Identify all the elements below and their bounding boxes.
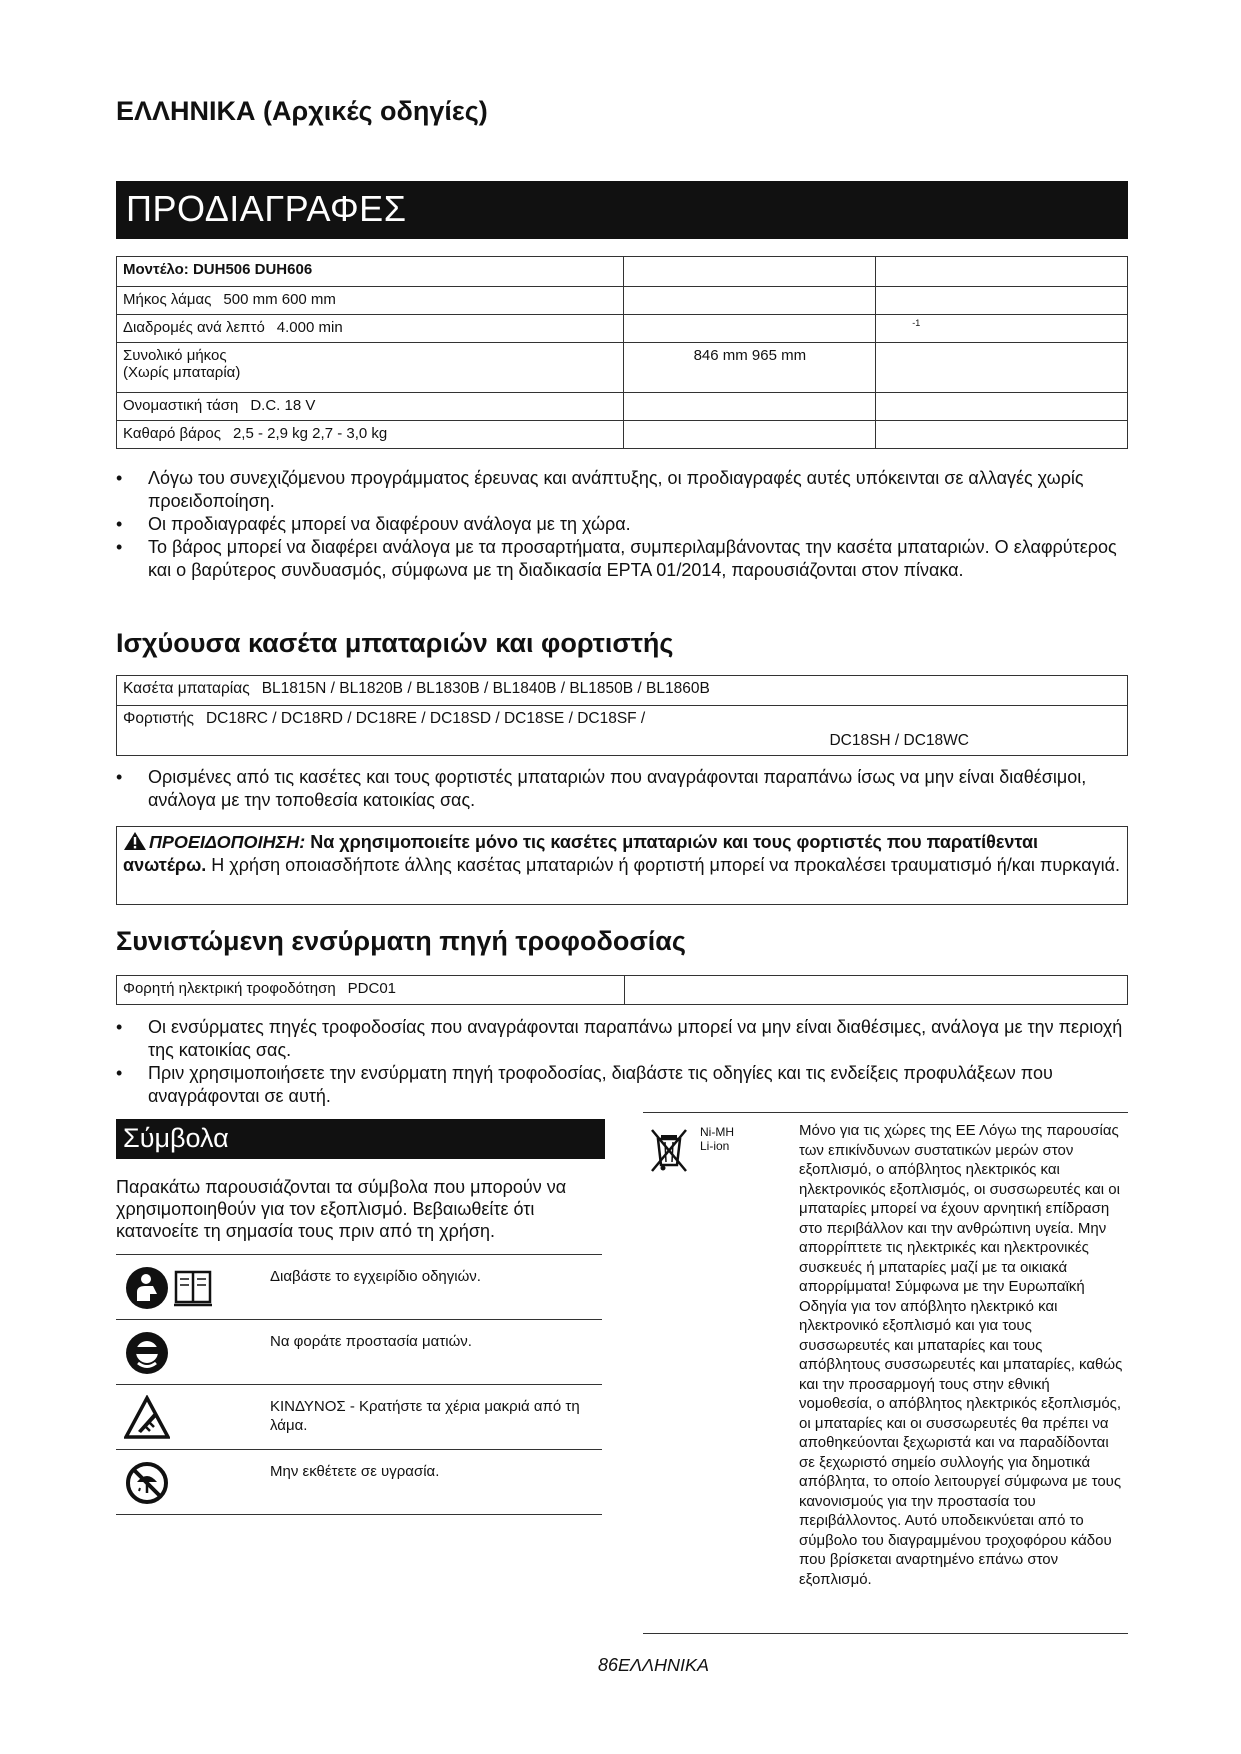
table-row bbox=[117, 976, 1128, 1005]
table-row bbox=[117, 315, 1128, 343]
empty-cell bbox=[876, 421, 1128, 449]
charger-label: Φορτιστής bbox=[123, 710, 194, 727]
weee-disposal-block bbox=[643, 1112, 1128, 1634]
page-footer: 86ΕΛΛΗΝΙΚΑ bbox=[597, 1655, 710, 1675]
overall-length-sublabel: (Χωρίς μπαταρία) bbox=[123, 364, 241, 381]
voltage-value: D.C. 18 V bbox=[250, 397, 316, 414]
eye-protection-icon bbox=[124, 1330, 170, 1376]
blade-length-label: Μήκος λάμας bbox=[123, 291, 212, 308]
list-item: • Πριν χρησιμοποιήσετε την ενσύρματη πηγή τροφοδοσίας, διαβάστε τις οδηγίες και τις ενδείξεις προφυλάξεων που αναγράφονται σε αυτή. bbox=[116, 1062, 1128, 1108]
specifications-banner: ΠΡΟΔΙΑΓΡΑΦΕΣ bbox=[116, 181, 1128, 239]
blade-length-cell bbox=[117, 287, 624, 315]
power-source-cell bbox=[117, 976, 625, 1005]
model-cell: Μοντέλο: DUH506 DUH606 bbox=[117, 257, 624, 287]
weight-cell bbox=[117, 421, 624, 449]
weee-disposal-text: Μόνο για τις χώρες της ΕΕ Λόγω της παρουσίας των επικίνδυνων συστατικών μερών στον εξοπλισμό, ο απόβλητος ηλεκτρικός και ηλεκτρονικός εξοπλισμός, οι συσσωρευτές και οι μπαταρίες μπορεί να έχουν αρνητική επίδραση στο περιβάλλον και την ανθρώπινη υγεία. Μην απορρίπτετε τις ηλεκτρικές και ηλεκτρονικές συσκευές ή μπαταρίες μαζί με τα οικιακά απορρίμματα! Σύμφωνα με την Ευρωπαϊκή Οδηγία για τον απόβλητο ηλεκτρικό και ηλεκτρονικό εξοπλισμό και για τους συσσωρευτές και μπαταρίες και τους απόβλητους συσσωρευτές και μπαταρίες, καθώς και την προσαρμογή τους στην εθνική νομοθεσία, ο απόβλητος ηλεκτρικός εξοπλισμός, οι μπαταρίες και οι συσσωρευτές θα πρέπει να αποθηκεύονται ξεχωριστά και να παραδίδονται σε ξεχωριστό σημείο συλλογής για δημοτικά απόβλητα, το οποίο λειτουργεί σύμφωνα με τους κανονισμούς για την προστασία του περιβάλλοντος. Αυτό υποδεικνύεται από το σύμβολο του διαγραμμένου τροχοφόρου κάδου που βρίσκεται αναρτημένο επάνω στον εξοπλισμό. bbox=[799, 1122, 1123, 1588]
list-item: • Το βάρος μπορεί να διαφέρει ανάλογα με τα προσαρτήματα, συμπεριλαμβάνοντας την κασέτα μπαταριών. Ο ελαφρύτερος και ο βαρύτερος συνδυασμός, σύμφωνα με τη διαδικασία EPTA 01/2014, παρουσιάζονται στον πίνακα. bbox=[116, 536, 1128, 582]
symbols-banner: Σύμβολα bbox=[116, 1119, 605, 1159]
warning-bold-text: Να χρησιμοποιείτε μόνο τις κασέτες μπαταριών και τους φορτιστές που παρατίθενται ανωτέρω. bbox=[123, 832, 1039, 875]
battery-cartridge-label: Κασέτα μπαταρίας bbox=[123, 680, 250, 697]
no-rain-icon bbox=[124, 1460, 170, 1506]
power-section-title: Συνιστώμενη ενσύρματη πηγή τροφοδοσίας bbox=[116, 926, 686, 956]
table-row bbox=[116, 1450, 602, 1515]
power-notes bbox=[116, 1016, 1128, 1108]
warning-label: ΠΡΟΕΙΔΟΠΟΙΗΣΗ: bbox=[149, 832, 306, 852]
symbols-table bbox=[116, 1254, 602, 1515]
empty-cell bbox=[624, 393, 876, 421]
empty-cell bbox=[624, 257, 876, 287]
weight-value: 2,5 - 2,9 kg 2,7 - 3,0 kg bbox=[232, 425, 388, 442]
battery-cartridge-value: BL1815N / BL1820B / BL1830B / BL1840B / BL1850B / BL1860B bbox=[261, 680, 710, 697]
warning-text: Η χρήση οποιασδήποτε άλλης κασέτας μπαταριών ή φορτιστή μπορεί να προκαλέσει τραυματισμό ή/και πυρκαγιά. bbox=[211, 855, 1121, 875]
empty-cell bbox=[876, 343, 1128, 393]
battery-chemistry-labels bbox=[700, 1125, 734, 1153]
power-table bbox=[116, 975, 1128, 1005]
strokes-superscript-cell bbox=[876, 315, 1128, 343]
table-row bbox=[116, 1255, 602, 1320]
power-source-value: PDC01 bbox=[347, 980, 397, 997]
strokes-cell bbox=[117, 315, 624, 343]
symbols-intro: Παρακάτω παρουσιάζονται τα σύμβολα που μπορούν να χρησιμοποιηθούν για τον εξοπλισμό. Βεβαιωθείτε ότι κατανοείτε τη σημασία τους πριν από τη χρήση. bbox=[116, 1177, 567, 1241]
table-row bbox=[117, 706, 1128, 756]
voltage-label: Ονομαστική τάση bbox=[123, 397, 239, 414]
symbol-description: Να φοράτε προστασία ματιών. bbox=[270, 1333, 472, 1350]
table-row bbox=[117, 421, 1128, 449]
battery-notes bbox=[116, 766, 1128, 812]
list-item: • Ορισμένες από τις κασέτες και τους φορτιστές μπαταριών που αναγράφονται παραπάνω ίσως να μην είναι διαθέσιμοι, ανάλογα με την τοποθεσία κατοικίας σας. bbox=[116, 766, 1128, 812]
battery-table bbox=[116, 675, 1128, 756]
weight-label: Καθαρό βάρος bbox=[123, 425, 221, 442]
empty-cell bbox=[876, 257, 1128, 287]
specifications-table bbox=[116, 256, 1128, 449]
specifications-notes bbox=[116, 467, 1128, 582]
table-row bbox=[117, 287, 1128, 315]
charger-cell bbox=[117, 706, 1128, 756]
empty-cell bbox=[624, 421, 876, 449]
overall-length-label: Συνολικό μήκος bbox=[123, 347, 227, 364]
empty-cell bbox=[876, 393, 1128, 421]
strokes-superscript: -1 bbox=[912, 318, 921, 328]
empty-cell bbox=[624, 315, 876, 343]
symbol-description: Διαβάστε το εγχειρίδιο οδηγιών. bbox=[270, 1268, 481, 1285]
strokes-value: 4.000 min bbox=[276, 319, 343, 336]
table-row bbox=[116, 1385, 602, 1450]
list-item: • Οι ενσύρματες πηγές τροφοδοσίας που αναγράφονται παραπάνω μπορεί να μην είναι διαθέσιμες, ανάλογα με την περιοχή της κατοικίας σας. bbox=[116, 1016, 1128, 1062]
warning-box bbox=[116, 826, 1128, 905]
table-row bbox=[116, 1320, 602, 1385]
read-manual-icon bbox=[124, 1265, 214, 1311]
symbol-description: ΚΙΝΔΥΝΟΣ - Κρατήστε τα χέρια μακριά από τη λάμα. bbox=[270, 1398, 580, 1434]
table-row bbox=[117, 393, 1128, 421]
chemistry-liion: Li-ion bbox=[700, 1139, 730, 1153]
charger-value-continued: DC18SH / DC18WC bbox=[829, 732, 969, 749]
voltage-cell bbox=[117, 393, 624, 421]
table-row bbox=[117, 676, 1128, 706]
battery-section-title: Ισχύουσα κασέτα μπαταριών και φορτιστής bbox=[116, 628, 674, 658]
blade-length-value: 500 mm 600 mm bbox=[223, 291, 336, 308]
overall-length-cell bbox=[117, 343, 624, 393]
charger-value: DC18RC / DC18RD / DC18RE / DC18SD / DC18SE / DC18SF / bbox=[205, 710, 646, 727]
chemistry-nimh: Ni-MH bbox=[700, 1125, 734, 1139]
symbol-description: Μην εκθέτετε σε υγρασία. bbox=[270, 1463, 440, 1480]
strokes-label: Διαδρομές ανά λεπτό bbox=[123, 319, 265, 336]
warning-triangle-icon bbox=[123, 831, 147, 851]
table-row bbox=[117, 257, 1128, 287]
list-item: • Οι προδιαγραφές μπορεί να διαφέρουν ανάλογα με τη χώρα. bbox=[116, 513, 1128, 536]
blade-danger-icon bbox=[124, 1395, 170, 1441]
list-item: • Λόγω του συνεχιζόμενου προγράμματος έρευνας και ανάπτυξης, οι προδιαγραφές αυτές υπόκεινται σε αλλαγές χωρίς προειδοποίηση. bbox=[116, 467, 1128, 513]
empty-cell bbox=[625, 976, 1128, 1005]
battery-cartridge-cell bbox=[117, 676, 1128, 706]
empty-cell bbox=[624, 287, 876, 315]
crossed-bin-icon bbox=[649, 1127, 689, 1173]
power-source-label: Φορητή ηλεκτρική τροφοδότηση bbox=[123, 980, 336, 997]
empty-cell bbox=[876, 287, 1128, 315]
overall-length-value: 846 mm 965 mm bbox=[624, 343, 876, 393]
table-row bbox=[117, 343, 1128, 393]
language-title: ΕΛΛΗΝΙΚΑ (Αρχικές οδηγίες) bbox=[116, 96, 488, 126]
